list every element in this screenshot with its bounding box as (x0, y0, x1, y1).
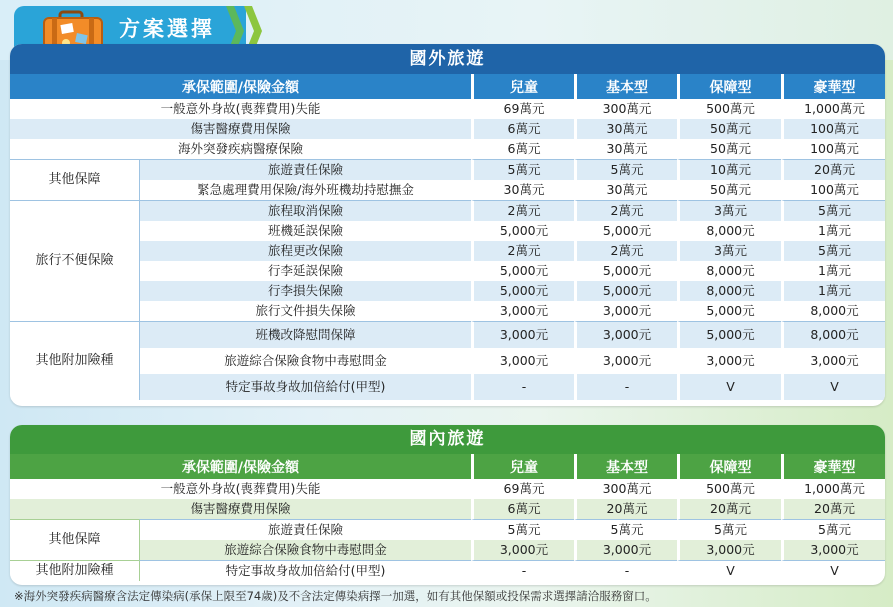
domestic-plan-table (10, 454, 885, 581)
plan-value: 3,000元 (471, 540, 574, 560)
overseas-plan-table (10, 74, 885, 400)
group-label-other-coverage: 其他保障 (10, 519, 139, 560)
domestic-travel-panel (10, 425, 885, 585)
plan-value: 5萬元 (781, 519, 885, 540)
table-row (10, 139, 885, 159)
plan-value: 5萬元 (677, 519, 781, 540)
table-row (10, 499, 885, 519)
plan-value: 3,000元 (574, 540, 677, 560)
plan-value: 100萬元 (781, 119, 885, 139)
plan-value: 30萬元 (574, 119, 677, 139)
plan-value: 300萬元 (574, 99, 677, 119)
plan-value: 5萬元 (781, 200, 885, 221)
plan-value: 3,000元 (471, 348, 574, 374)
column-header-protect: 保障型 (677, 74, 781, 99)
plan-value: 50萬元 (677, 139, 781, 159)
table-row (10, 348, 885, 374)
plan-value: 5,000元 (574, 261, 677, 281)
table-row (10, 281, 885, 301)
table-row (10, 119, 885, 139)
plan-value: V (677, 560, 781, 581)
plan-value: 69萬元 (471, 99, 574, 119)
coverage-item: 特定事故身故加倍給付(甲型) (139, 560, 471, 581)
plan-value: 1,000萬元 (781, 479, 885, 499)
footnote: ※海外突發疾病醫療含法定傳染病(承保上限至74歲)及不含法定傳染病擇一加選，如有其他保額或投保需求選擇請洽服務窗口。 (14, 589, 657, 603)
plan-value: 8,000元 (781, 301, 885, 321)
table-row (10, 159, 885, 180)
plan-value: 5,000元 (574, 281, 677, 301)
plan-value: 3,000元 (574, 348, 677, 374)
table-row (10, 180, 885, 200)
table-row (10, 221, 885, 241)
column-header-coverage: 承保範圍/保險金額 (10, 74, 471, 99)
plan-value: 30萬元 (471, 180, 574, 200)
coverage-item: 行李損失保險 (139, 281, 471, 301)
table-row (10, 540, 885, 560)
plan-value: 1,000萬元 (781, 99, 885, 119)
domestic-title: 國內旅遊 (10, 425, 885, 454)
plan-value: 100萬元 (781, 139, 885, 159)
plan-value: 5,000元 (471, 261, 574, 281)
plan-value: 3,000元 (574, 321, 677, 348)
plan-value: 1萬元 (781, 261, 885, 281)
table-row (10, 200, 885, 221)
plan-value: 3,000元 (677, 540, 781, 560)
plan-value: 2萬元 (471, 241, 574, 261)
page-title: 方案選擇 (119, 17, 215, 41)
plan-value: - (471, 374, 574, 400)
column-header-child: 兒童 (471, 74, 574, 99)
plan-value: 5萬元 (471, 519, 574, 540)
plan-value: V (781, 374, 885, 400)
plan-value: 5,000元 (677, 301, 781, 321)
table-row (10, 519, 885, 540)
plan-value: 3,000元 (781, 348, 885, 374)
plan-value: 5萬元 (471, 159, 574, 180)
plan-value: - (574, 560, 677, 581)
plan-value: 5,000元 (574, 221, 677, 241)
group-label-add-on-riders: 其他附加險種 (10, 321, 139, 400)
plan-value: 5萬元 (574, 159, 677, 180)
plan-value: 5,000元 (471, 221, 574, 241)
plan-value: 3,000元 (677, 348, 781, 374)
plan-value: 50萬元 (677, 119, 781, 139)
group-label-add-on-riders: 其他附加險種 (10, 560, 139, 581)
plan-value: 20萬元 (781, 159, 885, 180)
plan-value: 30萬元 (574, 180, 677, 200)
table-row (10, 99, 885, 119)
coverage-item: 班機延誤保險 (139, 221, 471, 241)
plan-value: 3萬元 (677, 241, 781, 261)
plan-value: 1萬元 (781, 221, 885, 241)
plan-value: 8,000元 (677, 261, 781, 281)
plan-value: 3,000元 (471, 321, 574, 348)
plan-value: 5萬元 (781, 241, 885, 261)
column-header-protect: 保障型 (677, 454, 781, 479)
table-row (10, 301, 885, 321)
plan-value: 5,000元 (677, 321, 781, 348)
coverage-item: 傷害醫療費用保險 (10, 499, 471, 519)
plan-value: 69萬元 (471, 479, 574, 499)
coverage-item: 班機改降慰問保障 (139, 321, 471, 348)
column-header-luxury: 豪華型 (781, 74, 885, 99)
plan-value: 6萬元 (471, 119, 574, 139)
plan-value: 3萬元 (677, 200, 781, 221)
plan-value: 6萬元 (471, 139, 574, 159)
coverage-item: 特定事故身故加倍給付(甲型) (139, 374, 471, 400)
plan-value: 500萬元 (677, 479, 781, 499)
column-header-basic: 基本型 (574, 454, 677, 479)
coverage-item: 旅遊綜合保險食物中毒慰問金 (139, 540, 471, 560)
plan-value: 10萬元 (677, 159, 781, 180)
plan-value: 20萬元 (781, 499, 885, 519)
plan-value: 6萬元 (471, 499, 574, 519)
plan-value: 500萬元 (677, 99, 781, 119)
plan-value: 2萬元 (471, 200, 574, 221)
coverage-item: 緊急處理費用保險/海外班機劫持慰撫金 (139, 180, 471, 200)
coverage-item: 旅程更改保險 (139, 241, 471, 261)
coverage-item: 行李延誤保險 (139, 261, 471, 281)
plan-value: 100萬元 (781, 180, 885, 200)
table-row (10, 261, 885, 281)
plan-value: V (677, 374, 781, 400)
plan-value: 5萬元 (574, 519, 677, 540)
plan-value: 30萬元 (574, 139, 677, 159)
plan-value: 8,000元 (781, 321, 885, 348)
coverage-item: 一般意外身故(喪葬費用)失能 (160, 101, 321, 116)
column-header-luxury: 豪華型 (781, 454, 885, 479)
column-header-child: 兒童 (471, 454, 574, 479)
coverage-item: 旅遊責任保險 (139, 519, 471, 540)
plan-value: 5,000元 (471, 281, 574, 301)
column-header-coverage: 承保範圍/保險金額 (10, 454, 471, 479)
coverage-item: 旅程取消保險 (139, 200, 471, 221)
plan-value: 20萬元 (677, 499, 781, 519)
coverage-item: 旅行文件損失保險 (139, 301, 471, 321)
coverage-item: 海外突發疾病醫療保險 (177, 141, 303, 156)
group-label-other-coverage: 其他保障 (10, 159, 139, 200)
plan-value: 8,000元 (677, 221, 781, 241)
coverage-item: 一般意外身故(喪葬費用)失能 (160, 481, 321, 496)
plan-value: 50萬元 (677, 180, 781, 200)
overseas-title: 國外旅遊 (10, 44, 885, 74)
table-row (10, 479, 885, 499)
plan-value: 300萬元 (574, 479, 677, 499)
plan-value: 20萬元 (574, 499, 677, 519)
plan-value: 3,000元 (471, 301, 574, 321)
plan-value: 2萬元 (574, 200, 677, 221)
table-row (10, 374, 885, 400)
coverage-item: 旅遊綜合保險食物中毒慰問金 (139, 348, 471, 374)
plan-value: - (574, 374, 677, 400)
table-row (10, 241, 885, 261)
group-label-travel-inconvenience: 旅行不便保險 (10, 200, 139, 321)
plan-value: 3,000元 (781, 540, 885, 560)
table-row (10, 321, 885, 348)
coverage-item: 傷害醫療費用保險 (10, 119, 471, 139)
plan-value: 8,000元 (677, 281, 781, 301)
table-row (10, 560, 885, 581)
overseas-travel-panel (10, 44, 885, 406)
column-header-basic: 基本型 (574, 74, 677, 99)
plan-value: 2萬元 (574, 241, 677, 261)
plan-value: 3,000元 (574, 301, 677, 321)
plan-value: - (471, 560, 574, 581)
plan-value: 1萬元 (781, 281, 885, 301)
coverage-item: 旅遊責任保險 (139, 159, 471, 180)
plan-value: V (781, 560, 885, 581)
